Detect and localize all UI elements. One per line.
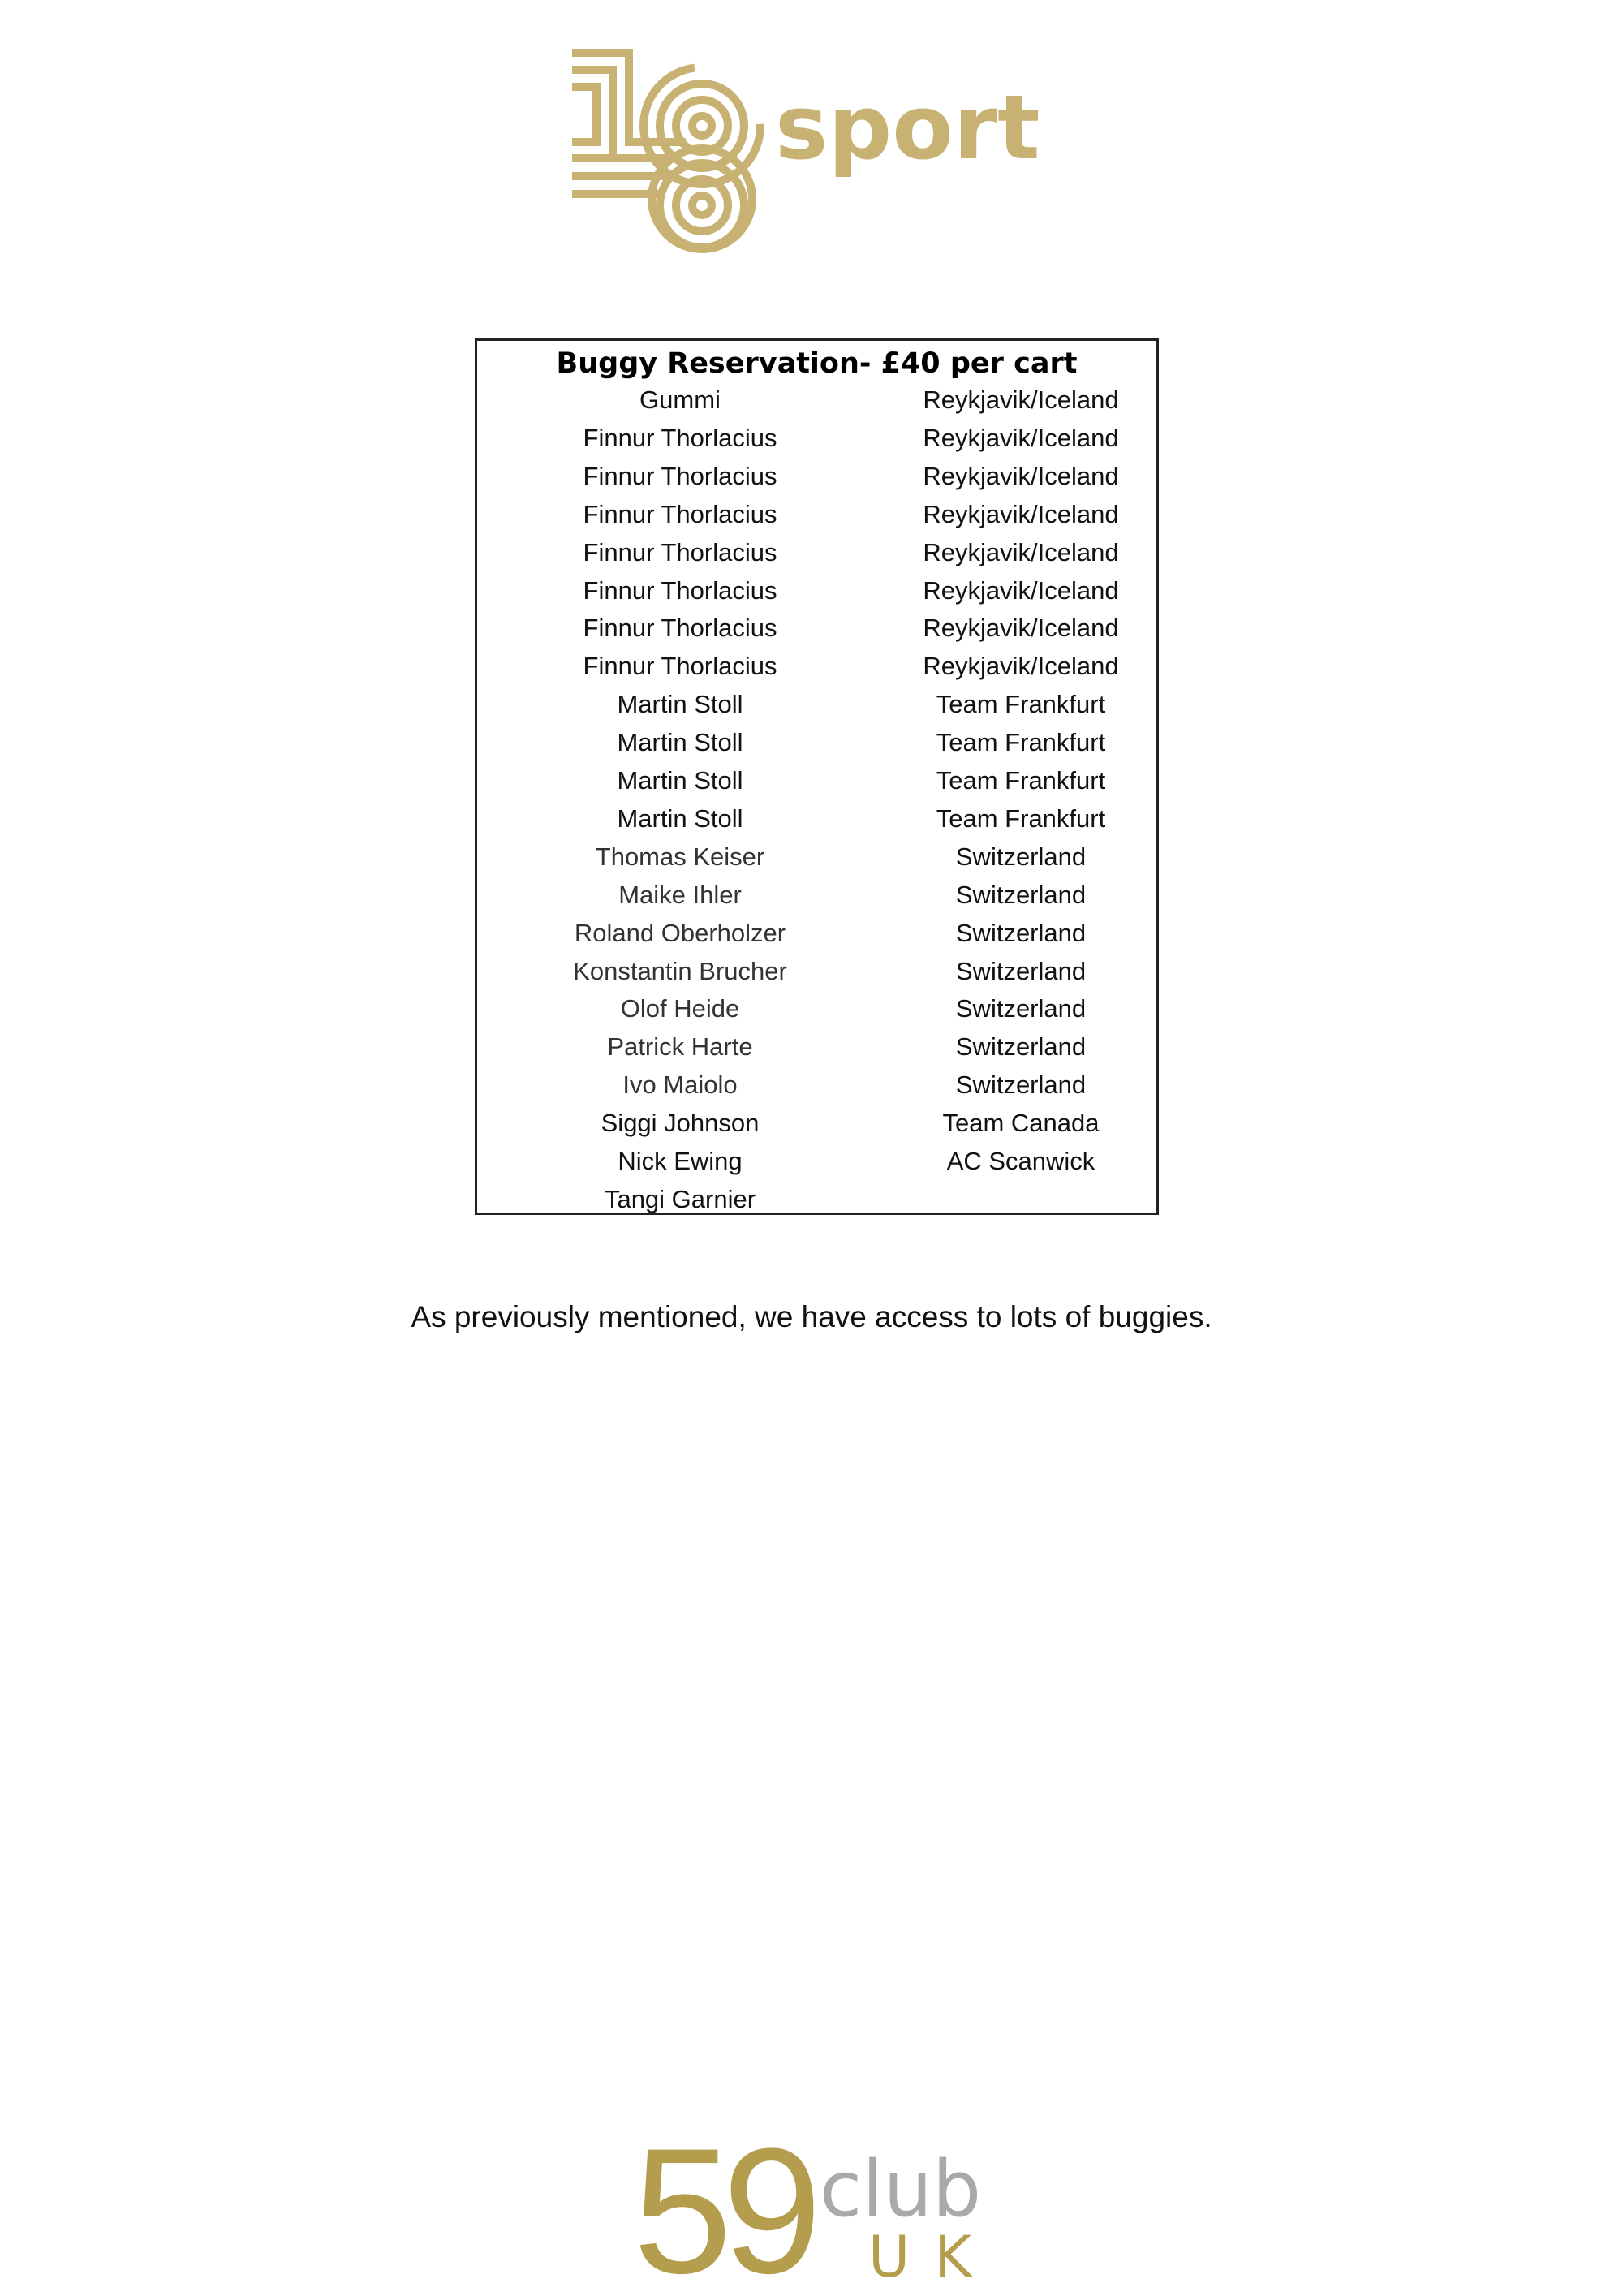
table-row (477, 881, 1156, 919)
player-name: Olof Heide (620, 994, 740, 1023)
player-name: Konstantin Brucher (573, 956, 787, 985)
table-row (477, 500, 1156, 538)
table-row (477, 1032, 1156, 1070)
player-team: Switzerland (955, 880, 1087, 909)
player-team: Switzerland (955, 842, 1087, 871)
player-name: Finnur Thorlacius (583, 652, 777, 681)
buggy-reservation-table (475, 338, 1159, 1215)
player-name: Siggi Johnson (601, 1109, 760, 1138)
player-team: Reykjavik/Iceland (923, 423, 1119, 452)
table-row (477, 462, 1156, 500)
player-name: Finnur Thorlacius (583, 461, 777, 490)
table-row (477, 424, 1156, 462)
player-team: Reykjavik/Iceland (923, 537, 1119, 566)
player-name: Gummi (639, 386, 721, 414)
player-name: Finnur Thorlacius (583, 499, 777, 528)
logo-number: 59 (633, 2134, 812, 2281)
table-row (477, 994, 1156, 1032)
table-row (477, 728, 1156, 766)
player-name: Nick Ewing (618, 1147, 743, 1175)
player-name: Finnur Thorlacius (583, 423, 777, 452)
player-team: Reykjavik/Iceland (923, 499, 1119, 528)
table-row (477, 1185, 1156, 1223)
player-team: Reykjavik/Iceland (923, 614, 1119, 643)
player-team: Team Frankfurt (936, 803, 1106, 833)
player-name: Martin Stoll (617, 766, 743, 795)
logo-word: club (820, 2145, 982, 2234)
player-team: Switzerland (955, 1032, 1087, 1062)
59-club-uk-logo (633, 2134, 1014, 2281)
player-name: Thomas Keiser (595, 842, 765, 871)
player-name: Finnur Thorlacius (583, 614, 777, 643)
player-team: Team Frankfurt (936, 690, 1106, 719)
table-title: Buggy Reservation- £40 per cart (556, 347, 1078, 380)
player-team: Team Canada (942, 1109, 1100, 1138)
player-team: Team Frankfurt (936, 728, 1106, 757)
player-team: Switzerland (955, 1070, 1087, 1100)
player-team: Reykjavik/Iceland (923, 461, 1119, 490)
player-team: Reykjavik/Iceland (923, 575, 1119, 605)
logo-text: sport (775, 75, 1040, 179)
table-row (477, 957, 1156, 995)
table-row (477, 652, 1156, 690)
player-name: Tangi Garnier (604, 1184, 756, 1213)
player-name: Maike Ihler (618, 880, 742, 909)
player-team: Switzerland (955, 918, 1087, 947)
logo-country: UK (868, 2224, 997, 2281)
player-name: Martin Stoll (617, 728, 743, 757)
table-row (477, 766, 1156, 804)
table-row (477, 804, 1156, 842)
table-row (477, 1109, 1156, 1147)
player-team: Team Frankfurt (936, 766, 1106, 795)
player-team: AC Scanwick (946, 1147, 1096, 1175)
player-name: Finnur Thorlacius (583, 575, 777, 605)
table-row (477, 1070, 1156, 1109)
table-row (477, 690, 1156, 728)
player-team: Switzerland (955, 994, 1087, 1023)
player-name: Ivo Maiolo (622, 1070, 738, 1100)
player-team: Reykjavik/Iceland (923, 652, 1119, 681)
player-name: Roland Oberholzer (574, 918, 786, 947)
table-row (477, 1147, 1156, 1185)
table-row (477, 614, 1156, 652)
player-team: Reykjavik/Iceland (923, 386, 1119, 414)
table-row (477, 538, 1156, 576)
player-name: Martin Stoll (617, 803, 743, 833)
note-text: As previously mentioned, we have access to lots of buggies. (411, 1300, 1212, 1333)
player-name: Patrick Harte (607, 1032, 753, 1062)
table-row (477, 919, 1156, 957)
player-name: Finnur Thorlacius (583, 537, 777, 566)
table-row (477, 576, 1156, 614)
table-row (477, 386, 1156, 424)
player-team: Switzerland (955, 956, 1087, 985)
player-name: Martin Stoll (617, 690, 743, 719)
18-sport-logo (572, 45, 1091, 256)
table-row (477, 842, 1156, 881)
